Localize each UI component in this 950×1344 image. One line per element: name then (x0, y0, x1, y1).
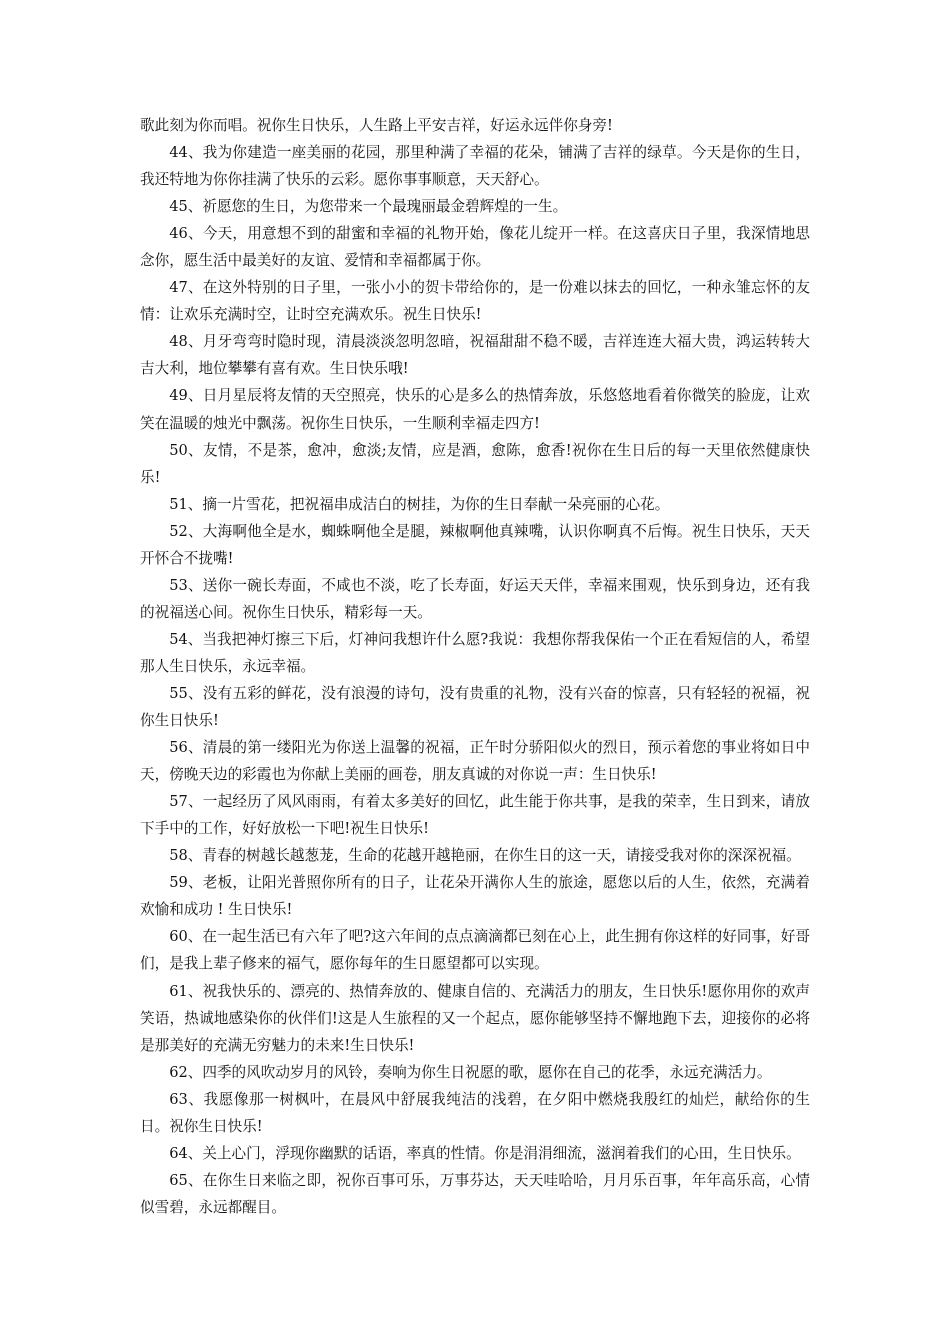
paragraph-53: 53、送你一碗长寿面，不咸也不淡，吃了长寿面，好运天天伴，幸福来围观，快乐到身边，还有我的祝福送心间。祝你生日快乐，精彩每一天。 (140, 576, 810, 621)
paragraph-46: 46、今天，用意想不到的甜蜜和幸福的礼物开始，像花儿绽开一样。在这喜庆日子里，我深情地思念你，愿生活中最美好的友谊、爱情和幸福都属于你。 (140, 225, 810, 270)
paragraph-60: 60、在一起生活已有六年了吧?这六年间的点点滴滴都已刻在心上，此生拥有你这样的好同事，好哥们，是我上辈子修来的福气，愿你每年的生日愿望都可以实现。 (140, 928, 810, 973)
paragraph-51: 51、摘一片雪花，把祝福串成洁白的树挂，为你的生日奉献一朵亮丽的心花。 (169, 495, 670, 513)
paragraph-59: 59、老板，让阳光普照你所有的日子，让花朵开满你人生的旅途，愿您以后的人生，依然，充满着欢愉和成功 ! 生日快乐! (140, 874, 810, 919)
paragraph-49: 49、日月星辰将友情的天空照亮，快乐的心是多么的热情奔放，乐悠悠地看着你微笑的脸庞，让欢笑在温暖的烛光中飘荡。祝你生日快乐，一生顺利幸福走四方! (140, 387, 810, 432)
paragraph-45: 45、祈愿您的生日，为您带来一个最瑰丽最金碧辉煌的一生。 (169, 198, 568, 216)
paragraph-63: 63、我愿像那一树枫叶，在晨风中舒展我纯洁的浅碧，在夕阳中燃烧我殷红的灿烂，献给你的生日。祝你生日快乐! (140, 1090, 810, 1135)
paragraph-44: 44、我为你建造一座美丽的花园，那里种满了幸福的花朵，铺满了吉祥的绿草。今天是你的生日，我还特地为你你挂满了快乐的云彩。愿你事事顺意，天天舒心。 (140, 144, 810, 189)
paragraph-64: 64、关上心门，浮现你幽默的话语，率真的性情。你是涓涓细流，滋润着我们的心田，生日快乐。 (169, 1144, 801, 1162)
paragraph-58: 58、青春的树越长越葱茏，生命的花越开越艳丽，在你生日的这一天，请接受我对你的深深祝福。 (169, 847, 801, 865)
paragraph-50: 50、友情，不是茶，愈冲，愈淡;友情，应是酒，愈陈，愈香!祝你在生日后的每一天里依然健康快乐! (140, 441, 810, 486)
paragraph-56: 56、清晨的第一缕阳光为你送上温馨的祝福，正午时分骄阳似火的烈日，预示着您的事业将如日中天，傍晚天边的彩霞也为你献上美丽的画卷，朋友真诚的对你说一声：生日快乐! (140, 739, 810, 784)
paragraph-61: 61、祝我快乐的、漂亮的、热情奔放的、健康自信的、充满活力的朋友，生日快乐!愿你用你的欢声笑语，热诚地感染你的伙伴们!这是人生旅程的又一个起点，愿你能够坚持不懈地跑下去，迎接你的必将是那美好的充满无穷魅力的未来!生日快乐! (140, 982, 810, 1054)
paragraph-57: 57、一起经历了风风雨雨，有着太多美好的回忆，此生能于你共事，是我的荣幸，生日到来，请放下手中的工作，好好放松一下吧!祝生日快乐! (140, 793, 810, 838)
paragraph-55: 55、没有五彩的鲜花，没有浪漫的诗句，没有贵重的礼物，没有兴奋的惊喜，只有轻轻的祝福，祝你生日快乐! (140, 684, 810, 730)
paragraph-47: 47、在这外特别的日子里，一张小小的贺卡带给你的，是一份难以抹去的回忆，一种永雏忘怀的友情：让欢乐充满时空，让时空充满欢乐。祝生日快乐! (140, 279, 810, 324)
paragraph-54: 54、当我把神灯擦三下后，灯神问我想许什么愿?我说：我想你帮我保佑一个正在看短信的人，希望那人生日快乐，永远幸福。 (140, 630, 810, 675)
paragraph-52: 52、大海啊他全是水，蜘蛛啊他全是腿，辣椒啊他真辣嘴，认识你啊真不后悔。祝生日快乐，天天开怀合不拢嘴! (140, 522, 810, 567)
paragraph-65: 65、在你生日来临之即，祝你百事可乐，万事芬达，天天哇哈哈，月月乐百事，年年高乐高，心情似雪碧，永远都醒目。 (140, 1171, 810, 1216)
paragraph-continuation: 歌此刻为你而唱。祝你生日快乐，人生路上平安吉祥，好运永远伴你身旁! (140, 117, 613, 134)
paragraph-62: 62、四季的风吹动岁月的风铃，奏响为你生日祝愿的歌，愿你在自己的花季，永远充满活力。 (169, 1063, 772, 1081)
paragraph-48: 48、月牙弯弯时隐时现，清晨淡淡忽明忽暗，祝福甜甜不稳不暖，吉祥连连大福大贵，鸿运转转大吉大利，地位攀攀有喜有欢。生日快乐哦! (140, 333, 810, 378)
